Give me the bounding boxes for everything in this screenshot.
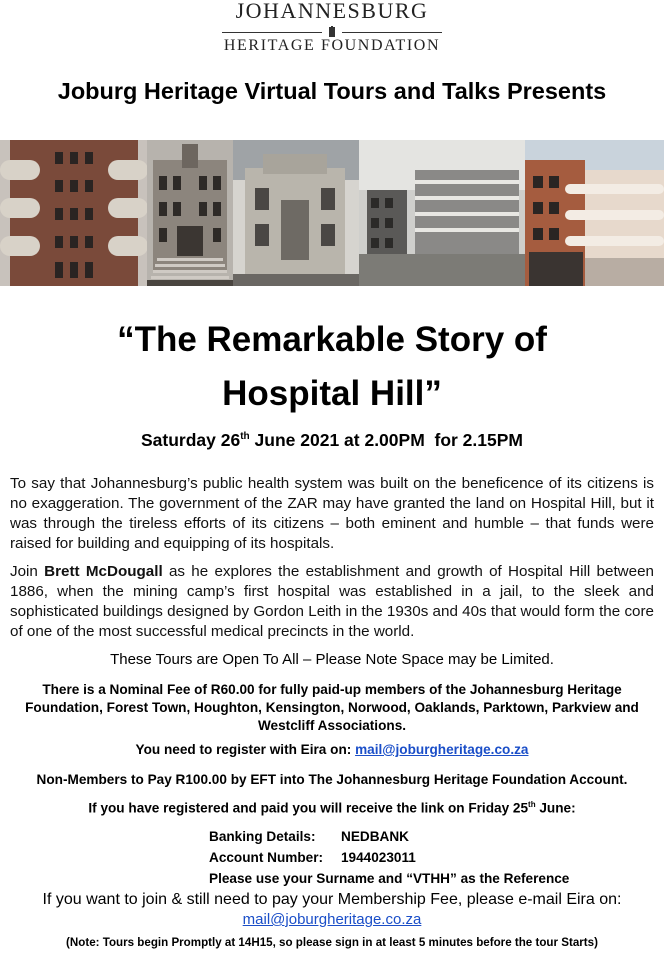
membership-email-row: [0, 911, 664, 928]
event-title-line-2: Hospital Hill”: [222, 374, 442, 413]
reference-instruction: Please use your Surname and “VTHH” as the Reference: [209, 871, 570, 886]
paid-suffix: June:: [535, 800, 576, 816]
open-to-all-notice: These Tours are Open To All – Please Note Space may be Limited.: [110, 651, 554, 668]
photo-hospital-block: [359, 140, 525, 286]
member-fee-notice: There is a Nominal Fee of R60.00 for fully paid-up members of the Johannesburg Heritage Foundation, Forest Town, Houghton, Kensington, Norwood, Oaklands, Parktown, Parkview and Westcliff Associations.: [25, 682, 639, 733]
speaker-text-after: as he explores the establishment and growth of Hospital Hill between 1886, when the mining camp’s first hospital was established in a jail, to the sleek and sophisticated buildings designed by Gordon Leith in the 1930s and 40s that would form the core of one of the most successful medical precincts in the world.: [10, 563, 654, 640]
register-email-link[interactable]: mail@joburgheritage.co.za: [355, 742, 529, 757]
register-line: [0, 742, 664, 757]
intro-paragraph: To say that Johannesburg’s public health system was built on the beneficence of its citizens is no exaggeration. The government of the ZAR may have granted the land on Hospital Hill, but it was through the tireless efforts of its citizens – both eminent and humble – that funds were raised for building and equipping of its hospitals.: [10, 475, 654, 552]
logo-line-1: JOHANNESBURG: [235, 0, 429, 23]
date-suffix: June 2021 at 2.00PM for 2.15PM: [249, 430, 523, 450]
photo-strip: [0, 140, 664, 286]
bank-name: NEDBANK: [341, 829, 409, 844]
timing-note: (Note: Tours begin Promptly at 14H15, so please sign in at least 5 minutes before the tour Starts): [66, 936, 598, 949]
date-superscript: th: [240, 431, 250, 443]
banking-details-label: Banking Details:: [209, 829, 316, 844]
paid-link-notice: [0, 800, 664, 816]
speaker-text-before: Join: [10, 563, 45, 580]
photo-apartment-balconies: [0, 140, 147, 286]
paid-superscript: th: [528, 800, 536, 809]
account-number-label: Account Number:: [209, 850, 324, 865]
event-date: [0, 430, 664, 451]
date-prefix: Saturday 26: [141, 430, 241, 450]
photo-curved-balconies: [525, 140, 664, 286]
photo-victorian-facade: [147, 140, 233, 286]
register-prefix: You need to register with Eira on:: [135, 742, 356, 757]
photo-art-deco-building: [233, 140, 359, 286]
foundation-logo: [0, 0, 664, 60]
account-number-value: 1944023011: [341, 850, 416, 865]
logo-rule-right: [342, 32, 442, 33]
speaker-name: Brett McDougall: [44, 563, 163, 580]
account-number-row: [209, 850, 416, 865]
non-member-fee-notice: Non-Members to Pay R100.00 by EFT into The Johannesburg Heritage Foundation Account.: [36, 772, 628, 787]
event-title-line-1: “The Remarkable Story of: [117, 320, 547, 359]
presents-heading: Joburg Heritage Virtual Tours and Talks Presents: [57, 78, 607, 104]
logo-line-2: HERITAGE FOUNDATION: [223, 37, 441, 54]
logo-rule-left: [222, 32, 322, 33]
paid-prefix: If you have registered and paid you will receive the link on Friday 25: [88, 800, 529, 816]
membership-email-link[interactable]: mail@joburgheritage.co.za: [242, 911, 422, 928]
speaker-paragraph: [10, 562, 654, 642]
membership-join-notice: If you want to join & still need to pay your Membership Fee, please e-mail Eira on:: [42, 891, 622, 908]
banking-details-row: [209, 829, 409, 844]
